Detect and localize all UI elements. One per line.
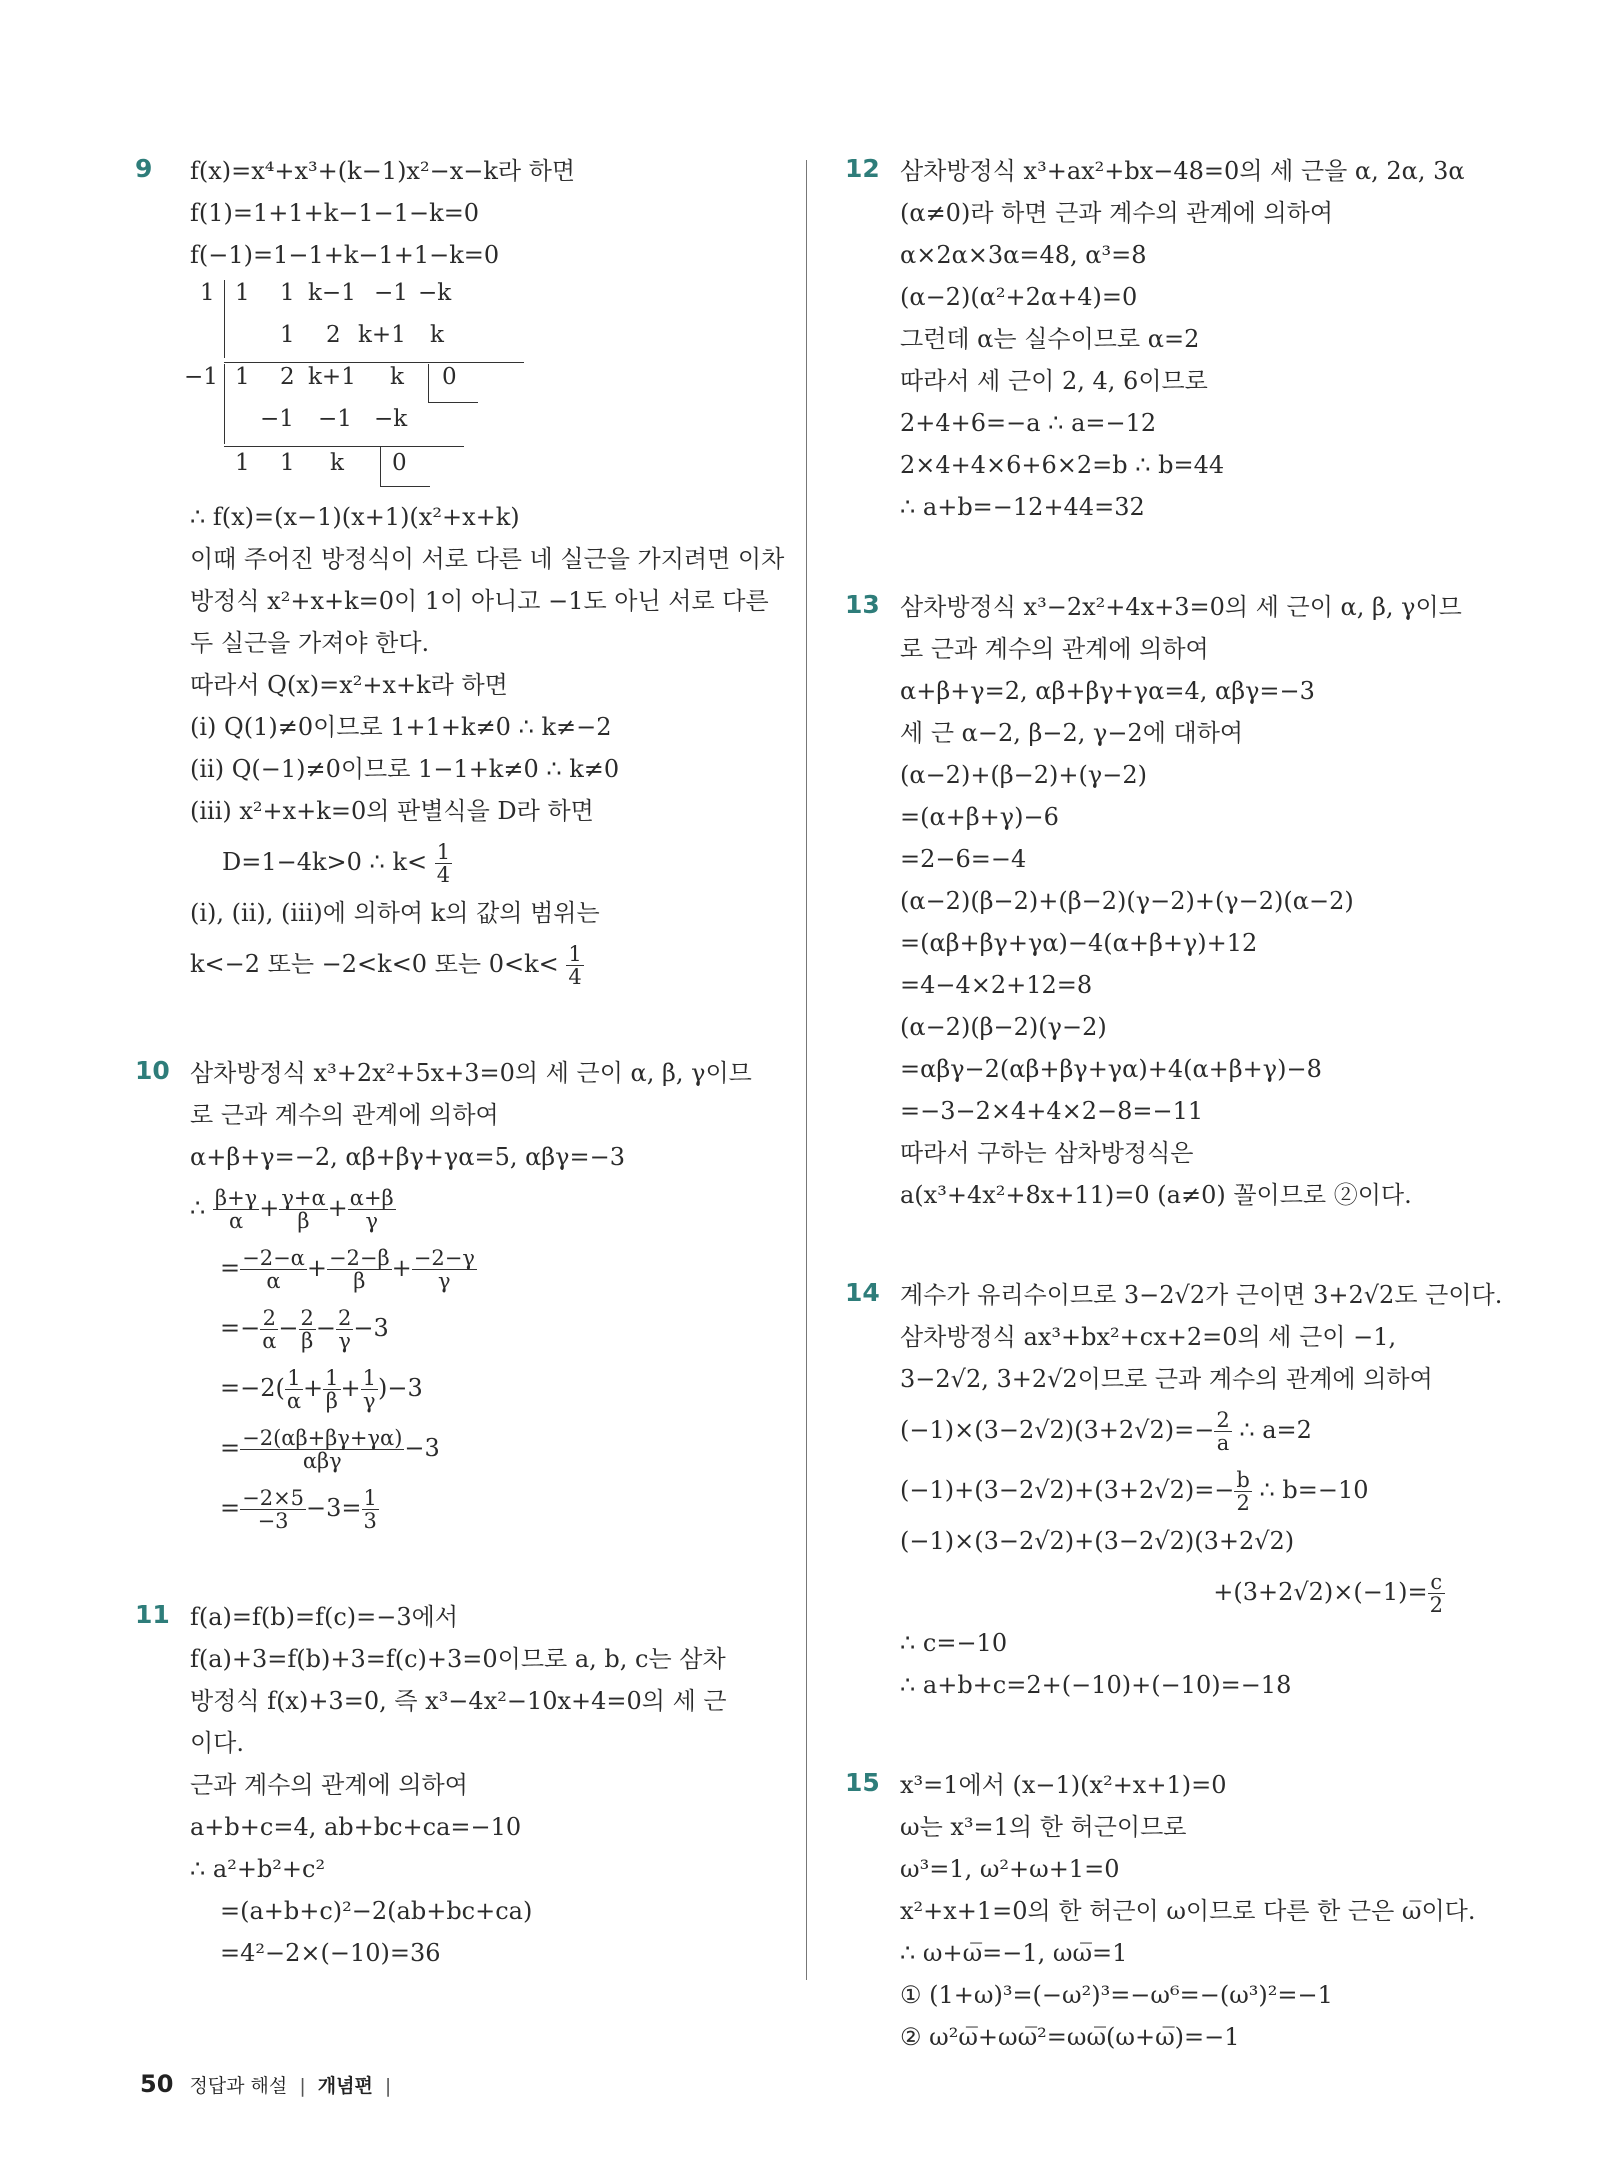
coef: −k xyxy=(374,406,408,432)
remainder: 0 xyxy=(392,450,407,476)
text-line: (i), (ii), (iii)에 의하여 k의 값의 범위는 xyxy=(190,899,600,927)
text-line: ω는 x³=1의 한 허근이므로 xyxy=(900,1813,1187,1841)
text-line: f(−1)=1−1+k−1+1−k=0 xyxy=(190,241,500,269)
text-line: a(x³+4x²+8x+11)=0 (a≠0) 꼴이므로 ②이다. xyxy=(900,1181,1412,1209)
divisor: 1 xyxy=(200,280,215,306)
text-line: ∴ f(x)=(x−1)(x+1)(x²+x+k) xyxy=(190,503,520,531)
problem-9 xyxy=(135,150,785,994)
problem-number: 15 xyxy=(845,1768,880,1797)
problem-12 xyxy=(845,150,1465,528)
text-line: (ii) Q(−1)≠0이므로 1−1+k≠0 ∴ k≠0 xyxy=(190,755,620,783)
text-line: x²+x+1=0의 한 허근이 ω이므로 다른 한 근은 ω̅이다. xyxy=(900,1897,1476,1925)
text-line: ∴ a+b+c=2+(−10)+(−10)=−18 xyxy=(900,1671,1292,1699)
text-line: (α−2)(β−2)(γ−2) xyxy=(900,1013,1107,1041)
coef: k−1 xyxy=(308,280,356,306)
coef: k xyxy=(430,322,444,348)
left-column xyxy=(135,150,785,2032)
text-line: ω³=1, ω²+ω+1=0 xyxy=(900,1855,1120,1883)
text-line: 방정식 x²+x+k=0이 1이 아니고 −1도 아닌 서로 다른 xyxy=(190,587,769,615)
footer-title: 정답과 해설 xyxy=(189,2075,288,2097)
text-line: k<−2 또는 −2<k<0 또는 0<k< $\frac{1}{4}$ xyxy=(190,942,582,989)
text-line: 삼차방정식 x³+2x²+5x+3=0의 세 근이 α, β, γ이므 xyxy=(190,1059,752,1087)
math-line: (−1)+(3−2√2)+(3+2√2)=− $\frac{b}{2}$ ∴ b=−10 xyxy=(900,1468,1369,1515)
footer-separator: | xyxy=(384,2075,392,2097)
problem-number: 9 xyxy=(135,154,153,183)
text-line: 계수가 유리수이므로 3−2√2가 근이면 3+2√2도 근이다. xyxy=(900,1281,1503,1309)
problem-10 xyxy=(135,1052,752,1538)
text-line: D=1−4k>0 ∴ k< $\frac{1}{4}$ xyxy=(222,840,451,887)
problem-number: 12 xyxy=(845,154,880,183)
text-line: (iii) x²+x+k=0의 판별식을 D라 하면 xyxy=(190,797,594,825)
coef: 1 xyxy=(280,450,295,476)
remainder: 0 xyxy=(442,364,457,390)
text-line: 이다. xyxy=(190,1729,244,1757)
column-divider xyxy=(806,160,807,1980)
text-line: a+b+c=4, ab+bc+ca=−10 xyxy=(190,1813,522,1841)
coef: k+1 xyxy=(308,364,356,390)
text-line: =(α+β+γ)−6 xyxy=(900,803,1059,831)
text-line: (α≠0)라 하면 근과 계수의 관계에 의하여 xyxy=(900,199,1334,227)
text-line: =αβγ−2(αβ+βγ+γα)+4(α+β+γ)−8 xyxy=(900,1055,1322,1083)
text-line: =(a+b+c)²−2(ab+bc+ca) xyxy=(220,1897,533,1925)
text-line: =4²−2×(−10)=36 xyxy=(220,1939,441,1967)
coef: 1 xyxy=(280,322,295,348)
coef: 1 xyxy=(235,450,250,476)
math-line: =−2( $\frac{1}{\alpha}$ + $\frac{1}{\beta}$ + $\frac{1}{\gamma}$ )−3 xyxy=(220,1366,423,1413)
text-line: 삼차방정식 x³−2x²+4x+3=0의 세 근이 α, β, γ이므 xyxy=(900,593,1462,621)
page-footer xyxy=(140,2070,397,2098)
text-line: (i) Q(1)≠0이므로 1+1+k≠0 ∴ k≠−2 xyxy=(190,713,612,741)
text-line: =2−6=−4 xyxy=(900,845,1027,873)
math-line: (−1)×(3−2√2)(3+2√2)=− $\frac{2}{a}$ ∴ a=2 xyxy=(900,1408,1312,1455)
text-line: 삼차방정식 x³+ax²+bx−48=0의 세 근을 α, 2α, 3α xyxy=(900,157,1465,185)
text-line: 3−2√2, 3+2√2이므로 근과 계수의 관계에 의하여 xyxy=(900,1365,1433,1393)
text-line: 로 근과 계수의 관계에 의하여 xyxy=(900,635,1209,663)
text-line: 2+4+6=−a ∴ a=−12 xyxy=(900,409,1157,437)
text-line: =−3−2×4+4×2−8=−11 xyxy=(900,1097,1204,1125)
text-line: =(αβ+βγ+γα)−4(α+β+γ)+12 xyxy=(900,929,1258,957)
coef: k xyxy=(390,364,404,390)
coef: k+1 xyxy=(358,322,406,348)
problem-number: 11 xyxy=(135,1600,170,1629)
coef: −1 xyxy=(374,280,408,306)
text-line: 따라서 세 근이 2, 4, 6이므로 xyxy=(900,367,1208,395)
divisor: −1 xyxy=(184,364,218,390)
text-line: f(a)=f(b)=f(c)=−3에서 xyxy=(190,1603,459,1631)
text-line: 2×4+4×6+6×2=b ∴ b=44 xyxy=(900,451,1225,479)
coef: −k xyxy=(418,280,452,306)
text-line: ∴ a+b=−12+44=32 xyxy=(900,493,1145,521)
problem-13 xyxy=(845,586,1462,1216)
synthetic-division xyxy=(184,278,570,490)
text-line: 방정식 f(x)+3=0, 즉 x³−4x²−10x+4=0의 세 근 xyxy=(190,1687,727,1715)
problem-11 xyxy=(135,1596,745,1974)
footer-separator: | xyxy=(299,2075,306,2097)
text-line: ∴ c=−10 xyxy=(900,1629,1008,1657)
math-line: +(3+2√2)×(−1)= $\frac{c}{2}$ xyxy=(1213,1570,1443,1617)
text-line: ② ω²ω̅+ωω̅²=ωω̅(ω+ω̅)=−1 xyxy=(900,2023,1240,2051)
fraction: $\frac{1}{4}$ xyxy=(436,840,451,887)
coef: −1 xyxy=(318,406,352,432)
footer-section: 개념편 xyxy=(317,2075,373,2097)
coef: 2 xyxy=(326,322,341,348)
text-line: 로 근과 계수의 관계에 의하여 xyxy=(190,1101,499,1129)
coef: 1 xyxy=(235,364,250,390)
text-line: 근과 계수의 관계에 의하여 xyxy=(190,1771,468,1799)
fraction: $\frac{1}{4}$ xyxy=(568,942,582,989)
text-line: f(1)=1+1+k−1−1−k=0 xyxy=(190,199,480,227)
problem-number: 10 xyxy=(135,1056,170,1085)
text-line: f(x)=x⁴+x³+(k−1)x²−x−k라 하면 xyxy=(190,157,576,185)
text-line: α×2α×3α=48, α³=8 xyxy=(900,241,1147,269)
problem-number: 13 xyxy=(845,590,880,619)
text-line: (α−2)+(β−2)+(γ−2) xyxy=(900,761,1147,789)
text-line: ∴ ω+ω̅=−1, ωω̅=1 xyxy=(900,1939,1128,1967)
page-number: 50 xyxy=(140,2070,174,2098)
problem-number: 14 xyxy=(845,1278,880,1307)
coef: 1 xyxy=(235,280,250,306)
text-line: (α−2)(α²+2α+4)=0 xyxy=(900,283,1138,311)
math-line: = $\frac{-2(\alpha\beta+\beta\gamma+\gamma\alpha)}{\text{αβγ}}$ −3 xyxy=(220,1426,440,1473)
math-line: ∴ $\frac{\beta+\gamma}{\alpha}$ + $\frac{\gamma+\alpha}{\beta}$ + $\frac{\alpha+\beta}{\gamma}$ xyxy=(190,1186,394,1233)
text-line: α+β+γ=−2, αβ+βγ+γα=5, αβγ=−3 xyxy=(190,1143,626,1171)
text-line: 따라서 구하는 삼차방정식은 xyxy=(900,1139,1194,1167)
text-line: 세 근 α−2, β−2, γ−2에 대하여 xyxy=(900,719,1244,747)
math-line: = $\frac{-2\times 5}{-3}$ −3= $\frac{1}{3}$ xyxy=(220,1486,377,1533)
text-line: f(a)+3=f(b)+3=f(c)+3=0이므로 a, b, c는 삼차 xyxy=(190,1645,726,1673)
text-line: 삼차방정식 ax³+bx²+cx+2=0의 세 근이 −1, xyxy=(900,1323,1397,1351)
coef: 1 xyxy=(280,280,295,306)
text-line: ∴ a²+b²+c² xyxy=(190,1855,326,1883)
text-line: ① (1+ω)³=(−ω²)³=−ω⁶=−(ω³)²=−1 xyxy=(900,1981,1333,2009)
math-line: =− $\frac{2}{\alpha}$ − $\frac{2}{\beta}$ − $\frac{2}{\gamma}$ −3 xyxy=(220,1306,389,1353)
coef: k xyxy=(330,450,344,476)
coef: −1 xyxy=(260,406,294,432)
coef: 2 xyxy=(280,364,295,390)
text-line: 이때 주어진 방정식이 서로 다른 네 실근을 가지려면 이차 xyxy=(190,545,785,573)
text-line: =4−4×2+12=8 xyxy=(900,971,1093,999)
text-line: 그런데 α는 실수이므로 α=2 xyxy=(900,325,1200,353)
text-line: 두 실근을 가져야 한다. xyxy=(190,629,430,657)
text-line: α+β+γ=2, αβ+βγ+γα=4, αβγ=−3 xyxy=(900,677,1315,705)
right-column xyxy=(845,150,1503,2116)
text-line: (−1)×(3−2√2)+(3−2√2)(3+2√2) xyxy=(900,1527,1295,1555)
text-line: x³=1에서 (x−1)(x²+x+1)=0 xyxy=(900,1771,1227,1799)
text-line: (α−2)(β−2)+(β−2)(γ−2)+(γ−2)(α−2) xyxy=(900,887,1354,915)
problem-15 xyxy=(845,1764,1476,2058)
problem-14 xyxy=(845,1274,1503,1706)
math-line: = $\frac{-2-\alpha}{\alpha}$ + $\frac{-2-\beta}{\beta}$ + $\frac{-2-\gamma}{\gamma}$ xyxy=(220,1246,475,1293)
text-line: 따라서 Q(x)=x²+x+k라 하면 xyxy=(190,671,508,699)
